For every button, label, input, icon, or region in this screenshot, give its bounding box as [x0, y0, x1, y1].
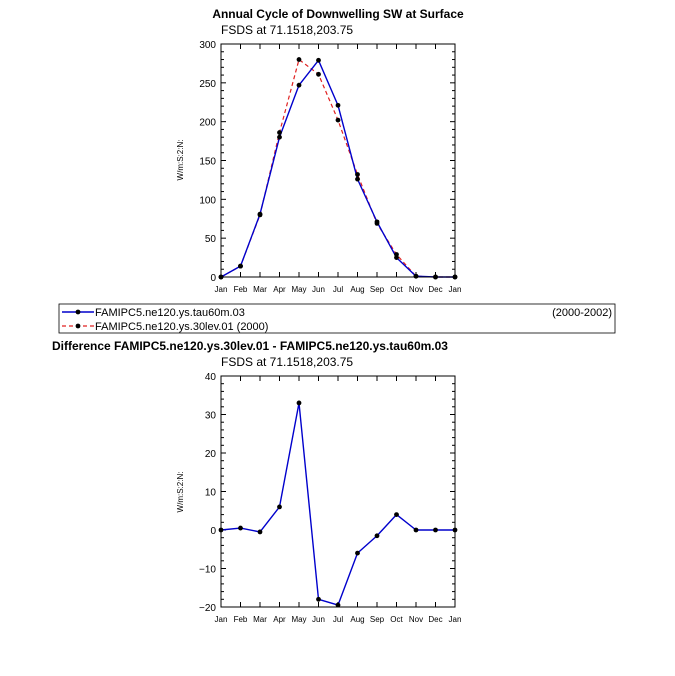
chart1-series-0-point — [297, 83, 302, 88]
chart1-series-1-point — [316, 72, 321, 77]
chart1-title: Annual Cycle of Downwelling SW at Surface — [212, 7, 464, 21]
chart2-series-0-point — [355, 551, 360, 556]
chart1-ytick-label: 150 — [199, 156, 216, 168]
chart2-xtick-label: Jul — [332, 615, 344, 624]
chart2-ytick-label: −20 — [199, 603, 216, 614]
chart2-series-0-point — [316, 597, 321, 602]
chart1-series-line-0 — [221, 60, 455, 277]
chart1-series-0-point — [336, 103, 341, 108]
chart1-ytick-label: 0 — [210, 273, 216, 284]
chart2-xtick-label: Nov — [408, 615, 424, 624]
chart1-xtick-label: Mar — [253, 285, 267, 294]
chart1-xtick-label: May — [291, 285, 307, 294]
chart2-ytick-label: 30 — [204, 410, 216, 422]
legend-label-30lev: FAMIPC5.ne120.ys.30lev.01 (2000) — [95, 321, 269, 333]
chart1-series-1-point — [258, 212, 263, 217]
chart1-series — [219, 57, 458, 279]
chart2-title: Difference FAMIPC5.ne120.ys.30lev.01 - FAMIPC5.ne120.ys.tau60m.03 — [52, 339, 448, 353]
legend — [59, 304, 615, 333]
chart2-xtick-label: Aug — [350, 615, 365, 624]
chart2-ytick-label: 10 — [204, 487, 216, 499]
chart1-ytick-label: 100 — [199, 195, 216, 207]
chart2-series-0-point — [238, 526, 243, 531]
chart1-series-0-point — [355, 177, 360, 182]
chart2-xtick-label: Sep — [369, 615, 385, 624]
chart1-xtick-label: Nov — [408, 285, 424, 294]
chart1-xtick-label: Aug — [350, 285, 365, 294]
chart2-xtick-label: Apr — [273, 615, 286, 624]
chart1-series-1-point — [297, 57, 302, 62]
chart2-plot-frame — [221, 376, 455, 607]
chart1-series-1-point — [394, 252, 399, 257]
chart2-subtitle: FSDS at 71.1518,203.75 — [221, 355, 354, 369]
chart1-series-1-point — [336, 118, 341, 123]
chart2-xtick-label: Jan — [214, 615, 228, 624]
chart1-series-line-1 — [221, 60, 455, 277]
chart2-series-0-point — [433, 528, 438, 533]
chart1-xtick-label: Feb — [233, 285, 248, 294]
chart2-xtick-label: Jan — [448, 615, 462, 624]
chart2-series — [219, 401, 458, 608]
chart1-series-1-point — [375, 221, 380, 226]
chart2-series-0-point — [297, 401, 302, 406]
chart2-series-line-0 — [221, 403, 455, 605]
chart1-ylabel: W/m:S:2:N: — [176, 139, 185, 181]
chart2-series-0-point — [414, 528, 419, 533]
chart1-series-1-point — [238, 264, 243, 269]
legend-marker-tau60m — [76, 310, 81, 315]
chart1-ytick-label: 250 — [199, 78, 216, 90]
chart1-series-1-point — [277, 130, 282, 135]
chart2-xtick-label: Jun — [312, 615, 325, 624]
chart2-xtick-label: Oct — [390, 615, 403, 624]
legend-entry-tau60m — [62, 307, 612, 319]
chart2-xtick-label: Mar — [253, 615, 267, 624]
chart1-xtick-label: Jul — [332, 285, 344, 294]
annual-cycle-chart — [176, 7, 464, 294]
chart1-ytick-label: 300 — [199, 40, 216, 51]
chart2-xtick-label: May — [291, 615, 307, 624]
chart1-xtick-label: Apr — [273, 285, 286, 294]
chart2-ytick-label: 40 — [204, 372, 216, 383]
chart2-ytick-label: −10 — [199, 564, 216, 576]
chart1-xtick-label: Jan — [214, 285, 228, 294]
legend-entry-30lev — [62, 321, 268, 333]
chart1-ticks — [199, 40, 461, 294]
chart1-series-0-point — [277, 135, 282, 140]
chart1-ytick-label: 200 — [199, 117, 216, 129]
chart1-subtitle: FSDS at 71.1518,203.75 — [221, 23, 354, 37]
legend-marker-30lev — [76, 324, 81, 329]
chart1-ytick-label: 50 — [204, 234, 216, 246]
chart1-xtick-label: Oct — [390, 285, 403, 294]
chart1-xtick-label: Dec — [428, 285, 443, 294]
chart1-series-1-point — [355, 172, 360, 177]
chart2-ytick-label: 0 — [210, 526, 216, 537]
chart1-xtick-label: Sep — [369, 285, 385, 294]
legend-label-tau60m: FAMIPC5.ne120.ys.tau60m.03 — [95, 307, 245, 319]
chart1-xtick-label: Jun — [312, 285, 325, 294]
chart2-ticks — [199, 372, 461, 624]
chart1-series-0-point — [316, 58, 321, 63]
legend-period-tau60m: (2000-2002) — [552, 307, 612, 319]
chart2-series-0-point — [375, 533, 380, 538]
chart1-series-1-point — [414, 274, 419, 279]
chart1-plot-frame — [221, 44, 455, 277]
chart2-ylabel: W/m:S:2:N: — [176, 471, 185, 513]
chart2-xtick-label: Dec — [428, 615, 443, 624]
chart2-series-0-point — [277, 505, 282, 510]
chart2-xtick-label: Feb — [233, 615, 248, 624]
chart2-series-0-point — [258, 530, 263, 535]
chart2-series-0-point — [394, 512, 399, 517]
chart2-ytick-label: 20 — [204, 449, 216, 460]
chart1-xtick-label: Jan — [448, 285, 462, 294]
difference-chart — [52, 339, 461, 624]
